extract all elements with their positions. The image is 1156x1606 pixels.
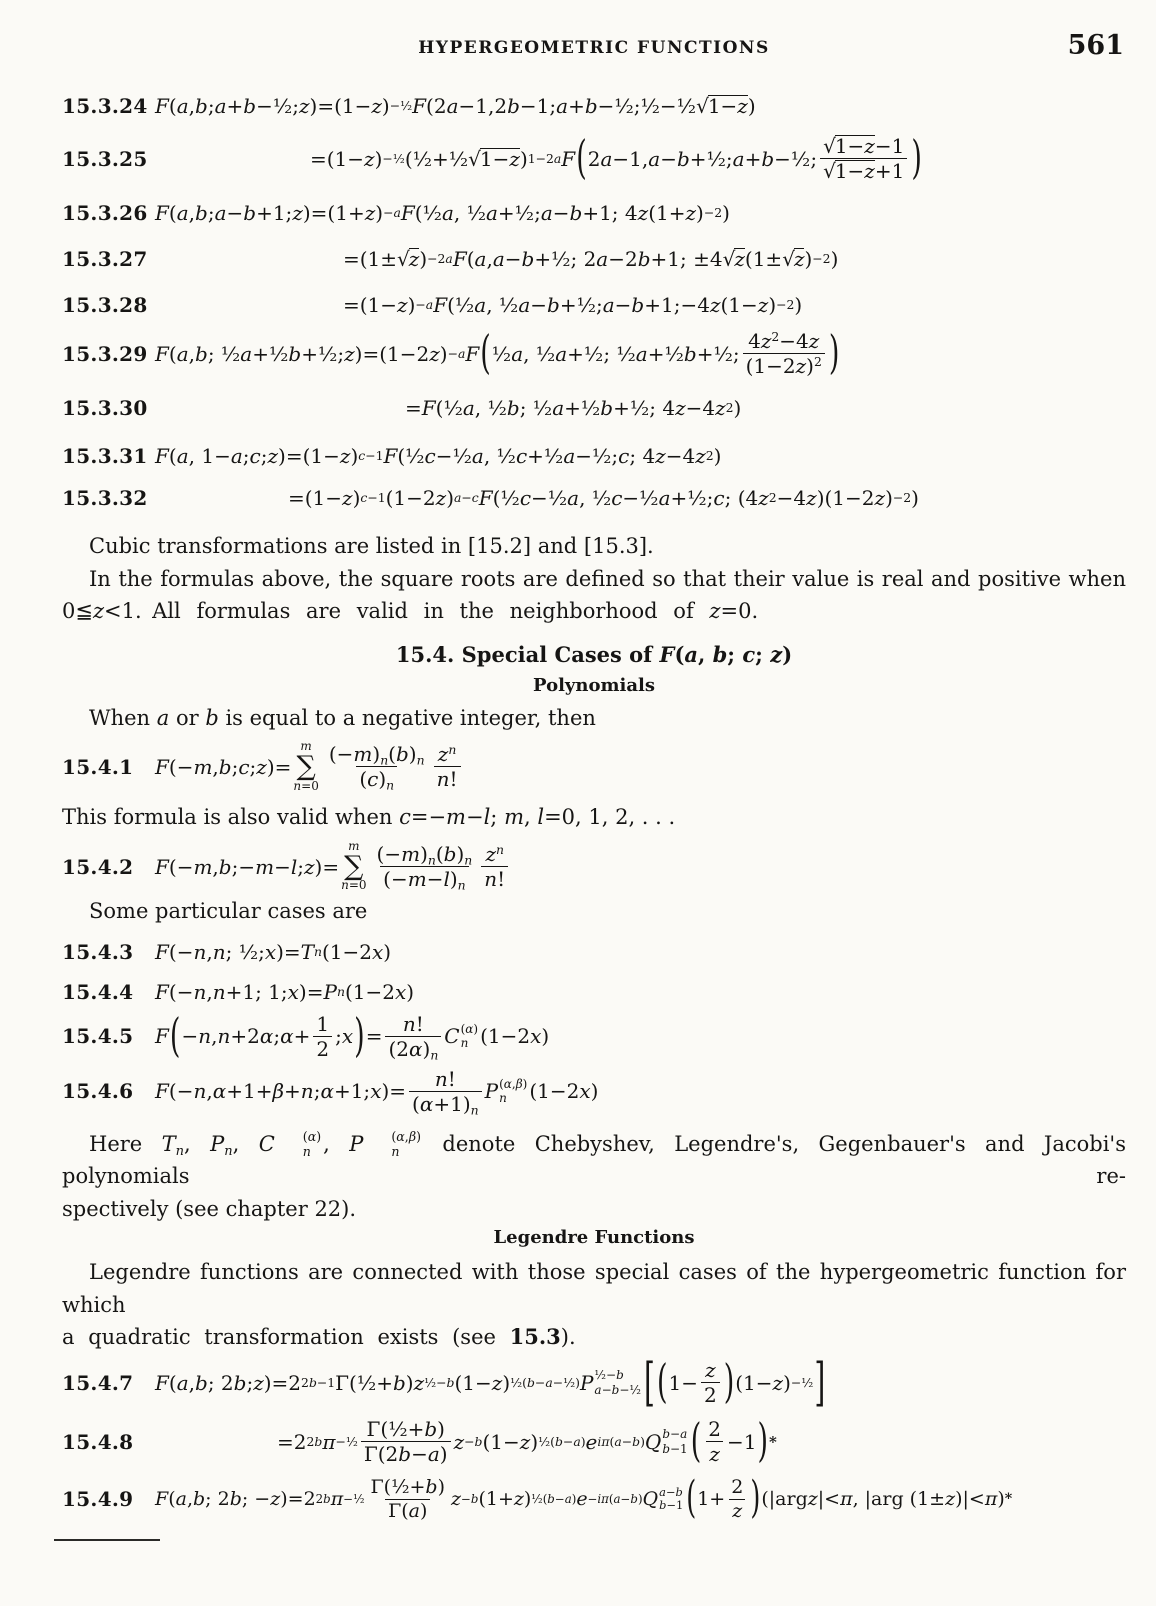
equation-number: 15.4.4 bbox=[62, 979, 134, 1004]
equation-formula: =(1− z ) c−1 (1−2 z ) a−c F (½ c −½ a , ½ c −½ a +½; c ; (4 z 2 −4 z )(1−2 z ) −2 ) bbox=[288, 486, 919, 510]
equation-number: 15.4.6 bbox=[62, 1079, 134, 1104]
equation-15-4-2 bbox=[62, 840, 1126, 893]
equation-15-3-28 bbox=[62, 293, 1126, 317]
page-number: 561 bbox=[1067, 30, 1124, 61]
paragraph-line: Here $T_n$, $P_n$, C (α) n , P (α,β) n denote Chebyshev, Legendre's, Gegenbauer's and Jacobi's polynomials re- bbox=[62, 1129, 1126, 1189]
equation-15-3-31 bbox=[62, 444, 1126, 468]
equation-15-3-32 bbox=[62, 486, 1126, 510]
equation-15-4-7 bbox=[62, 1351, 1126, 1413]
paragraph-line: 0≦z<1. All formulas are valid in the neighborhood of z=0. bbox=[62, 599, 759, 624]
equation-number: 15.3.28 bbox=[62, 293, 148, 317]
equation-formula: F ( a , b ; ½ a +½ b +½; z )=(1−2 z ) −a F ( ½ a , ½ a +½; ½ a +½ b +½; $4z^2-4z$ $(1-2z)^2$ ) bbox=[155, 327, 840, 380]
equation-15-3-24 bbox=[62, 94, 1126, 118]
paragraph-line: Legendre functions are connected with those special cases of the hypergeometric function for which bbox=[62, 1260, 1126, 1317]
paragraph-line: In the formulas above, the square roots are defined so that their value is real and positive when bbox=[89, 566, 1126, 591]
equation-formula: =2 2b π −½ Γ(½+b) Γ(2b−a) z −b (1− z ) ½(b−a) e iπ(a−b) Q b−a b−1 ( 2 z −1 ) * bbox=[277, 1415, 777, 1468]
equation-number: 15.4.2 bbox=[62, 854, 134, 879]
equation-15-3-29 bbox=[62, 329, 1126, 378]
section-heading-15-4: 15.4. Special Cases of F(a, b; c; z) bbox=[395, 641, 793, 667]
equation-15-4-9 bbox=[62, 1472, 1126, 1524]
running-head: HYPERGEOMETRIC FUNCTIONS bbox=[418, 38, 770, 58]
subheading-polynomials: Polynomials bbox=[533, 674, 655, 696]
page-header bbox=[62, 30, 1126, 64]
equation-formula: F (− n , α +1+ β + n ; α +1; x )= n! $(\alpha+1)_n$ P (α,β) n (1−2 x ) bbox=[155, 1066, 599, 1118]
paragraph-legendre-connection bbox=[62, 1256, 1126, 1354]
equation-15-4-5 bbox=[62, 1009, 1126, 1063]
subheading-legendre-functions: Legendre Functions bbox=[493, 1227, 695, 1249]
equation-number: 15.3.27 bbox=[62, 247, 148, 271]
equation-number: 15.4.3 bbox=[62, 939, 134, 964]
equation-number: 15.4.7 bbox=[62, 1370, 134, 1395]
paragraph-square-roots bbox=[62, 563, 1126, 628]
equation-formula: F ( a , b ; 2 b ; z )=2 2b−1 Γ(½+ b ) z ½−b (1− z ) ½(b−a−½) P ½−b a−b−½ [ ( 1− z 2 ) (1− z ) −½ ] bbox=[155, 1351, 826, 1413]
equation-number: 15.3.31 bbox=[62, 444, 148, 468]
equation-formula: F (− n , n ; ½; x )= T n (1−2 x ) bbox=[155, 939, 392, 964]
equation-formula: F ( a , b ; a − b +1; z )=(1+ z ) −a F (½ a , ½ a +½; a − b +1; 4 z (1+ z ) −2 ) bbox=[155, 201, 730, 225]
equation-15-3-26 bbox=[62, 201, 1126, 225]
equation-formula: F ( a , 1− a ; c ; z )=(1− z ) c−1 F (½ c −½ a , ½ c +½ a −½; c ; 4 z −4 z 2 ) bbox=[155, 444, 722, 468]
equation-number: 15.3.25 bbox=[62, 146, 148, 171]
footnote-rule bbox=[54, 1539, 160, 1541]
equation-formula: F ( a , b ; 2 b ; − z )=2 2b π −½ Γ(½+b) Γ(a) z −b (1+ z ) ½(b−a) e −iπ(a−b) Q a−b b−1 ( 1+ 2 z ) (|arg z |< π , |arg (1± z )|< π ) * bbox=[155, 1472, 1013, 1524]
paragraph-line: spectively (see chapter 22). bbox=[62, 1196, 357, 1221]
equation-formula: F (− n , n +1; 1; x )= P n (1−2 x ) bbox=[155, 979, 415, 1004]
equation-15-4-8 bbox=[62, 1417, 1126, 1466]
paragraph-particular-cases: Some particular cases are bbox=[89, 899, 368, 924]
equation-number: 15.4.1 bbox=[62, 754, 134, 779]
equation-15-4-4 bbox=[62, 980, 1126, 1004]
equation-formula: F ( − n , n +2 α ; α + 1 2 ; x ) = n! $(2\alpha)_n$ C (α) n (1−2 x ) bbox=[155, 1009, 550, 1063]
equation-15-4-6 bbox=[62, 1067, 1126, 1116]
equation-number: 15.3.30 bbox=[62, 396, 148, 420]
equation-15-4-1 bbox=[62, 740, 1126, 793]
equation-formula: F (− m , b ; c ; z )= m ∑ n=0 $(-m)_n(b)_n$ $(c)_n$ $z^n$ n! bbox=[155, 740, 464, 793]
equation-number: 15.4.9 bbox=[62, 1487, 134, 1512]
equation-15-3-30 bbox=[62, 396, 1126, 420]
paragraph-polynomial-names bbox=[62, 1128, 1126, 1226]
paragraph-line: a quadratic transformation exists (see 15.3). bbox=[62, 1324, 576, 1350]
equation-formula: = F (½ a , ½ b ; ½ a +½ b +½; 4 z −4 z 2 ) bbox=[405, 396, 742, 420]
equation-number: 15.3.29 bbox=[62, 341, 148, 366]
paragraph-when-negative-integer: When a or b is equal to a negative integer, then bbox=[89, 705, 596, 730]
equation-15-4-3 bbox=[62, 940, 1126, 964]
equation-number: 15.3.24 bbox=[62, 94, 148, 118]
equation-15-3-27 bbox=[62, 247, 1126, 271]
equation-15-3-25 bbox=[62, 134, 1126, 183]
equation-formula: =(1− z ) −a F (½ a , ½ a − b +½; a − b +1;−4 z (1− z ) −2 ) bbox=[343, 293, 803, 317]
equation-formula: =(1± √z ) −2a F ( a , a − b +½; 2 a −2 b +1; ±4 √z (1± √z ) −2 ) bbox=[343, 247, 839, 271]
paragraph-also-valid: This formula is also valid when c=−m−l; m, l=0, 1, 2, . . . bbox=[62, 805, 676, 830]
equation-number: 15.3.26 bbox=[62, 201, 148, 225]
equation-formula: F ( a , b ; a + b −½; z )=(1− z ) −½ F (2 a −1,2 b −1; a + b −½;½−½ √1−z ) bbox=[155, 94, 756, 118]
equation-formula: =(1− z ) −½ (½+½ √1−z ) 1−2a F ( 2 a −1, a − b +½; a + b −½; √1−z−1 √1−z+1 ) bbox=[310, 132, 922, 185]
equation-number: 15.4.8 bbox=[62, 1429, 134, 1454]
paragraph-cubic-transformations: Cubic transformations are listed in [15.2] and [15.3]. bbox=[89, 534, 654, 558]
equation-number: 15.3.32 bbox=[62, 486, 148, 510]
equation-number: 15.4.5 bbox=[62, 1024, 134, 1049]
equation-formula: F (− m , b ;− m − l ; z )= m ∑ n=0 $(-m)_n(b)_n$ $(-m-l)_n$ $z^n$ n! bbox=[155, 840, 511, 893]
